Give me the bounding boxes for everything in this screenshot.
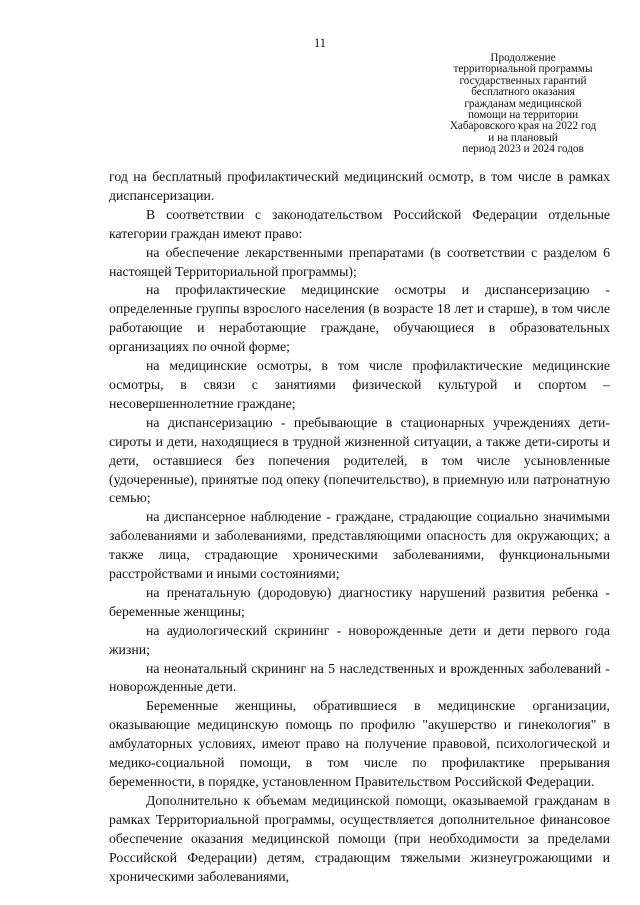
header-note-line: и на плановый <box>488 131 558 144</box>
header-note-line: Продолжение <box>490 52 556 64</box>
header-note-line: помощи на территории <box>467 109 579 122</box>
header-note <box>410 53 636 156</box>
page-number: 11 <box>313 36 327 50</box>
paragraph: на медицинские осмотры, в том числе профилактические медицинские осмотры, в связи с занятиями физической культурой и спортом – несовершеннолетние граждане; <box>109 358 610 411</box>
paragraph: на диспансеризацию - пребывающие в стационарных учреждениях дети-сироты и дети, находящиеся в трудной жизненной ситуации, а также дети-сироты и дети, оставшиеся без попечения родителей, в том числе усыновленные (удочеренные), принятые под опеку (попечительство), в приемную или патронатную семью; <box>109 414 610 506</box>
paragraph: Дополнительно к объемам медицинской помощи, оказываемой гражданам в рамках Территориальной программы, осуществляется дополнительное финансовое обеспечение оказания медицинской помощи (при необходимости за пределами Российской Федерации) детям, страдающим тяжелыми жизнеугрожающими и хроническими заболеваниями, <box>109 792 610 884</box>
header-note-line: период 2023 и 2024 годов <box>462 143 584 156</box>
paragraph: на аудиологический скрининг - новорожденные дети и дети первого года жизни; <box>109 622 610 657</box>
paragraph: на обеспечение лекарственными препаратами (в соответствии с разделом 6 настоящей Территориальной программы); <box>109 244 610 279</box>
paragraph: на пренатальную (дородовую) диагностику нарушений развития ребенка - беременные женщины; <box>109 584 610 619</box>
header-note-line: гражданам медицинской <box>464 97 582 110</box>
paragraph: на диспансерное наблюдение - граждане, страдающие социально значимыми заболеваниями и заболеваниями, представляющими опасность для окружающих; а также лица, страдающие хроническими заболеваниями, функциональными расстройствами и иными состояниями; <box>109 509 610 582</box>
header-note-line: территориальной программы <box>453 63 593 76</box>
paragraph: В соответствии с законодательством Российской Федерации отдельные категории граждан имеют право: <box>109 206 610 241</box>
paragraph: на неонатальный скрининг на 5 наследственных и врожденных заболеваний - новорожденные дети. <box>109 660 610 695</box>
document-body <box>109 168 610 886</box>
header-note-line: государственных гарантий <box>459 74 587 87</box>
header-note-line: бесплатного оказания <box>471 86 575 99</box>
paragraph: год на бесплатный профилактический медицинский осмотр, в том числе в рамках диспансеризации. <box>109 169 610 203</box>
paragraph: Беременные женщины, обратившиеся в медицинские организации, оказывающие медицинскую помощь по профилю "акушерство и гинекология" в амбулаторных условиях, имеют право на получение правовой, психологической и медико-социальной помощи, в том числе по профилактике прерывания беременности, в порядке, установленном Правительством Российской Федерации. <box>109 698 610 789</box>
paragraph: на профилактические медицинские осмотры и диспансеризацию - определенные группы взрослого населения (в возрасте 18 лет и старше), в том числе работающие и неработающие граждане, обучающиеся в образовательных организациях по очной форме; <box>109 282 610 355</box>
header-note-line: Хабаровского края на 2022 год <box>449 120 597 133</box>
